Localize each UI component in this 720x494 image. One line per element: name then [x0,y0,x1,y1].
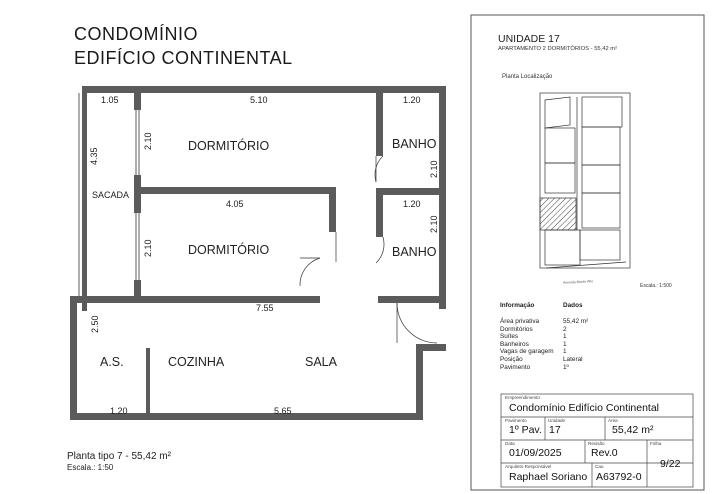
room-dormitorio-1: DORMITÓRIO [188,139,270,153]
dim-sacada-height: 4.35 [89,147,99,165]
dim-banho1-width: 1.20 [403,95,421,105]
plan-caption-scale: Escala.: 1:50 [67,463,114,472]
info-row-value: 1º [563,363,569,371]
wall-banho2-left [376,195,383,237]
info-row-label: Área privativa [500,318,540,325]
dim-banho2-width: 1.20 [403,199,421,209]
wall-banho2-bottom [378,296,440,303]
dim-dorm2-width: 4.05 [226,199,244,209]
tb-arquiteto: Raphael Soriano [509,471,588,483]
tb-folha-label: Folha [650,441,662,446]
info-row-value: 2 [563,325,567,333]
dim-dorm2-door: 2.10 [143,239,153,257]
tb-data-label: Data [505,441,515,446]
tb-pavimento-label: Pavimento [505,418,527,423]
info-row-label: Dormitórios [500,325,533,333]
dim-as-width: 1.20 [110,406,128,416]
title-line-2: EDIFÍCIO CONTINENTAL [74,48,293,68]
room-sacada: SACADA [92,190,130,200]
tb-unidade: 17 [549,424,561,436]
plan-caption-title: Planta tipo 7 - 55,42 m² [67,451,171,462]
tb-empreendimento-label: Empreendimento [505,395,540,400]
dim-dorm1-width: 5.10 [250,95,268,105]
dim-as-height: 2.50 [90,315,100,333]
dim-banho1-height: 2.10 [429,160,439,178]
dim-dorm1-door: 2.10 [143,132,153,150]
info-row-label: Suítes [500,333,519,341]
tb-arquiteto-label: Arquiteto Responsável [505,464,552,469]
unit-subtitle: APARTAMENTO 2 DORMITÓRIOS - 55,42 m² [498,46,618,52]
tb-revisao-label: Revisão [588,441,605,446]
wall-dorm-divider [134,187,334,194]
wall-banho1-left [376,86,383,156]
tb-folha: 9/22 [660,458,681,470]
info-row-label: Vagas de garagem [500,348,554,356]
tb-cau-label: Cau [595,464,604,469]
tb-empreendimento: Condomínio Edifício Continental [509,402,660,414]
room-as: A.S. [100,355,124,369]
wall-sacada-top [134,86,141,110]
room-banho-2: BANHO [392,245,437,259]
tb-data: 01/09/2025 [509,447,562,459]
info-row-label: Pavimento [500,363,531,371]
dim-sacada-width: 1.05 [101,95,119,105]
tb-pavimento: 1º Pav. [509,424,542,436]
tb-area: 55,42 m² [612,424,654,436]
location-unit-highlight [540,198,576,230]
room-sala: SALA [305,355,337,369]
info-values [563,318,588,371]
wall-banho-divider [376,188,446,195]
tb-unidade-label: Unidade [548,418,566,423]
dim-banho2-height: 2.10 [429,215,439,233]
wall-sacada-bottom [134,280,141,298]
location-plan-label: Planta Localização [502,74,553,80]
location-scale: Escala.: 1:500 [640,283,672,289]
wall-dorm2-right [329,187,336,232]
info-labels [500,318,554,371]
wall-left-lower [70,296,77,420]
wall-right-upper [439,86,446,309]
dim-sala-width: 5.65 [274,406,292,416]
wall-right-lower [416,344,423,420]
tb-cau: A63792-0 [596,471,642,483]
info-header-label: Informação [500,302,535,309]
room-cozinha: COZINHA [168,355,225,369]
dim-total-width: 7.55 [256,303,274,313]
room-banho-1: BANHO [392,137,437,151]
info-row-value: 1 [563,340,567,348]
info-row-label: Banheiros [500,340,529,348]
location-plan [540,93,630,268]
title-line-1: CONDOMÍNIO [74,24,198,44]
info-row-value: 55,42 m² [563,318,589,325]
title-block [501,394,693,487]
info-row-value: 1 [563,348,567,356]
info-row-value: 1 [563,333,567,341]
info-row-value: Lateral [563,355,583,363]
location-street-label: Avenida Monte Alto [562,279,594,285]
tb-area-label: Área [608,418,618,423]
info-header-value: Dados [563,302,583,309]
tb-revisao: Rev.0 [591,447,618,459]
info-row-label: Posição [500,355,523,363]
room-dormitorio-2: DORMITÓRIO [188,243,270,257]
unit-title: UNIDADE 17 [498,33,560,45]
wall-dorm2-bottom [70,296,320,303]
wall-kitchen-partition [146,348,150,413]
wall-left-upper [82,86,87,311]
